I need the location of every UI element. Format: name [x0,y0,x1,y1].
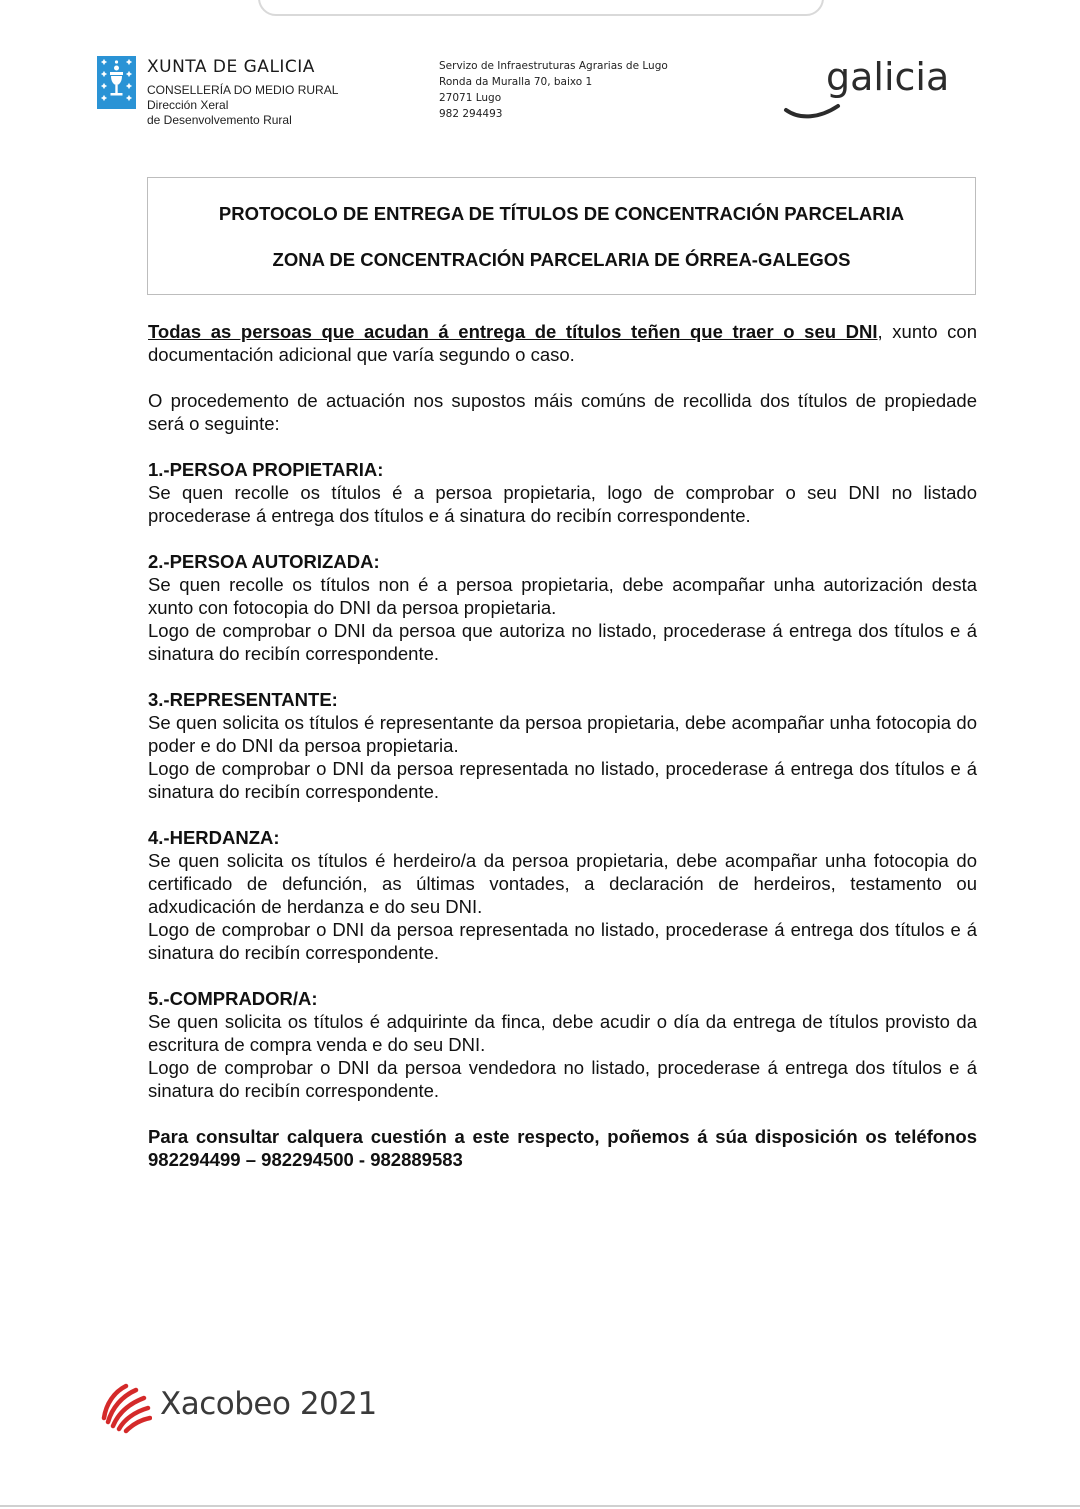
top-tab [258,0,824,16]
section-heading: 4.-HERDANZA: [148,827,280,848]
section-heading: 5.-COMPRADOR/A: [148,988,318,1009]
section-paragraph: Se quen recolle os títulos non é a persoa propietaria, debe acompañar unha autorización desta xunto con fotocopia do DNI da persoa propietaria. [148,574,977,618]
section-heading: 3.-REPRESENTANTE: [148,689,338,710]
document-body [148,320,977,1171]
xacobeo-text: Xacobeo 2021 [160,1386,377,1422]
procedure-paragraph: O procedemento de actuación nos supostos máis comúns de recollida dos títulos de propiedade será o seguinte: [148,390,977,434]
section-paragraph: Logo de comprobar o DNI da persoa representada no listado, procederase á entrega dos títulos e á sinatura do recibín correspondente. [148,919,977,963]
section-paragraph: Se quen solicita os títulos é herdeiro/a da persoa propietaria, debe acompañar unha fotocopia do certificado de defunción, as últimas vontades, a declaración de herdeiros, testamento ou adxudicación de herdanza e do seu DNI. [148,850,977,917]
contact-address: Ronda da Muralla 70, baixo 1 [439,76,593,88]
section-paragraph: Logo de comprobar o DNI da persoa representada no listado, procederase á entrega dos títulos e á sinatura do recibín correspondente. [148,758,977,802]
contact-phone: 982 294493 [439,108,503,120]
galicia-logo-text: galicia [826,55,950,99]
xunta-shield-icon [97,56,136,109]
section-paragraph: Se quen solicita os títulos é representante da persoa propietaria, debe acompañar unha fotocopia do poder e do DNI da persoa propietaria. [148,712,977,756]
galicia-swoosh-icon [786,106,838,116]
contact-city: 27071 Lugo [439,92,502,104]
section-paragraph: Se quen solicita os títulos é adquirinte da finca, debe acudir o día da entrega de títulos provisto da escritura de compra venda e do seu DNI. [148,1011,977,1055]
title-box [147,177,976,295]
direccion-xeral: Dirección Xeral [147,98,229,112]
section-paragraph: Logo de comprobar o DNI da persoa vendedora no listado, procederase á entrega dos títulos e á sinatura do recibín correspondente. [148,1057,977,1101]
document-subtitle: ZONA DE CONCENTRACIÓN PARCELARIA DE ÓRREA-GALEGOS [272,249,851,270]
section-paragraph: Se quen recolle os títulos é a persoa propietaria, logo de comprobar o seu DNI no listado procederase á entrega dos títulos e á sinatura do recibín correspondente. [148,482,977,526]
direccion-xeral-line2: de Desenvolvemento Rural [147,113,292,127]
section-heading: 2.-PERSOA AUTORIZADA: [148,551,380,572]
scallop-shell-icon [96,1378,152,1434]
contact-block [439,58,668,122]
intro-paragraph [148,320,977,366]
document-title: PROTOCOLO DE ENTREGA DE TÍTULOS DE CONCENTRACIÓN PARCELARIA [218,203,905,224]
bottom-rule [0,1505,1080,1507]
closing-paragraph: Para consultar calquera cuestión a este respecto, poñemos á súa disposición os teléfonos 982294499 – 982294500 - 982889583 [148,1126,977,1170]
xunta-title: XUNTA DE GALICIA [147,57,315,77]
intro-underlined: Todas as persoas que acudan á entrega de títulos teñen que traer o seu DNI [148,321,878,342]
intro-rest: , xunto con documentación adicional que varía segundo o caso. [148,321,977,365]
section-paragraph: Logo de comprobar o DNI da persoa que autoriza no listado, procederase á entrega dos títulos e á sinatura do recibín correspondente. [148,620,977,664]
section-heading: 1.-PERSOA PROPIETARIA: [148,459,384,480]
consellaria-name: CONSELLERÍA DO MEDIO RURAL [147,83,339,97]
galicia-logo [780,52,980,122]
contact-service: Servizo de Infraestruturas Agrarias de Lugo [439,60,668,72]
